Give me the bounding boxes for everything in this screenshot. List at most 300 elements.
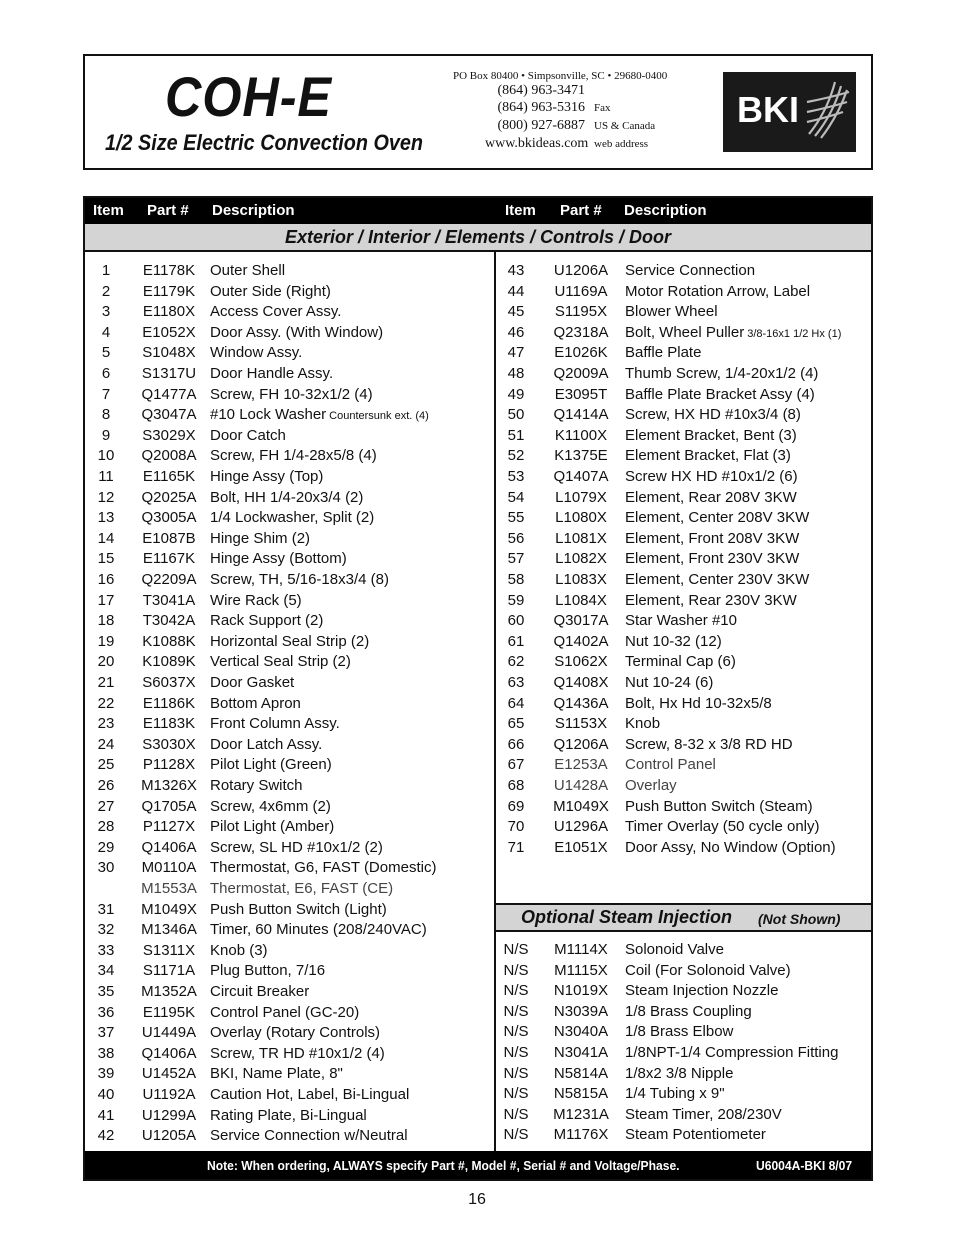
description-text: Nut 10-32 (12) bbox=[625, 632, 722, 650]
description-text: Thumb Screw, 1/4-20x1/2 (4) bbox=[625, 365, 819, 382]
item-number: 47 bbox=[507, 344, 525, 362]
item-number: 1 bbox=[101, 262, 111, 279]
table-row bbox=[91, 632, 471, 652]
table-row bbox=[502, 981, 882, 1001]
description-text: Hinge Shim (2) bbox=[210, 529, 311, 547]
item-number: 59 bbox=[507, 591, 525, 609]
item-number: 54 bbox=[507, 488, 525, 506]
part-description bbox=[210, 323, 383, 343]
part-number: E1183K bbox=[142, 715, 196, 733]
part-description bbox=[625, 426, 797, 446]
item-number: 49 bbox=[507, 385, 525, 403]
item-number: 20 bbox=[97, 653, 115, 671]
part-description bbox=[210, 632, 369, 652]
item-number: 69 bbox=[507, 797, 525, 815]
item-number: N/S bbox=[503, 941, 529, 958]
part-number: N5815A bbox=[553, 1085, 609, 1103]
part-number: E1178K bbox=[142, 262, 196, 279]
item-number: 46 bbox=[507, 323, 525, 341]
description-text: Element, Center 208V 3KW bbox=[625, 509, 810, 527]
table-row bbox=[502, 529, 882, 549]
item-number: 61 bbox=[507, 632, 525, 650]
table-row bbox=[91, 838, 471, 858]
contact-line bbox=[453, 135, 713, 153]
model-subtitle: 1/2 Size Electric Convection Oven bbox=[105, 130, 424, 155]
description-text: Access Cover Assy. bbox=[210, 303, 342, 321]
part-description bbox=[210, 343, 302, 363]
item-number: N/S bbox=[503, 961, 529, 979]
part-description bbox=[625, 755, 716, 775]
optional-section-header bbox=[496, 903, 871, 932]
part-description bbox=[625, 488, 797, 508]
table-row bbox=[91, 797, 471, 817]
part-description bbox=[210, 982, 309, 1002]
description-text: Bottom Apron bbox=[210, 694, 301, 712]
item-number: 18 bbox=[97, 612, 115, 630]
table-header bbox=[85, 198, 871, 224]
table-row bbox=[502, 488, 882, 508]
part-number: K1375E bbox=[554, 447, 608, 465]
item-number: N/S bbox=[503, 1105, 529, 1123]
part-description bbox=[210, 261, 285, 281]
part-number: U1206A bbox=[553, 262, 609, 279]
description-text: Push Button Switch (Light) bbox=[210, 900, 387, 918]
table-row bbox=[502, 755, 882, 775]
part-number: Q1402A bbox=[553, 632, 609, 650]
col-description: Description bbox=[212, 202, 295, 219]
part-number: S1153X bbox=[554, 715, 608, 733]
part-number: M1049X bbox=[553, 797, 609, 815]
table-row bbox=[91, 467, 471, 487]
item-number: 45 bbox=[507, 303, 525, 321]
part-number: Q3005A bbox=[141, 509, 197, 527]
item-number: 6 bbox=[101, 365, 111, 382]
item-number: 31 bbox=[97, 900, 115, 918]
part-description bbox=[625, 694, 772, 714]
item-number: 10 bbox=[97, 447, 115, 465]
part-description bbox=[625, 797, 813, 817]
item-number: 22 bbox=[97, 694, 115, 712]
part-description bbox=[210, 1023, 380, 1043]
part-number: M1346A bbox=[141, 921, 197, 939]
table-row bbox=[91, 982, 471, 1002]
description-text: Hinge Assy (Bottom) bbox=[210, 550, 347, 568]
part-description bbox=[625, 1002, 752, 1022]
part-description bbox=[210, 1044, 385, 1064]
table-row bbox=[91, 714, 471, 734]
part-description bbox=[210, 652, 351, 672]
description-text: Overlay (Rotary Controls) bbox=[210, 1024, 381, 1042]
table-row bbox=[502, 426, 882, 446]
part-description bbox=[210, 611, 323, 631]
description-text: Motor Rotation Arrow, Label bbox=[625, 282, 811, 300]
part-description bbox=[625, 673, 713, 693]
contact-line bbox=[453, 99, 713, 117]
part-description bbox=[625, 776, 677, 796]
part-description bbox=[210, 755, 332, 775]
table-row bbox=[502, 1022, 882, 1042]
part-description bbox=[210, 673, 294, 693]
part-description bbox=[210, 797, 331, 817]
section-title: Exterior / Interior / Elements / Controls / Door bbox=[85, 224, 871, 252]
part-number: T3041A bbox=[142, 591, 196, 609]
part-number: N3039A bbox=[553, 1002, 609, 1020]
part-number: K1089K bbox=[142, 653, 196, 671]
part-description bbox=[210, 446, 377, 466]
part-number: Q1407A bbox=[553, 468, 609, 485]
description-text: Screw, TR HD #10x1/2 (4) bbox=[210, 1044, 385, 1062]
item-number: 71 bbox=[507, 838, 525, 856]
part-number: E1195K bbox=[142, 1003, 196, 1021]
table-row bbox=[91, 941, 471, 961]
part-number: K1100X bbox=[554, 426, 608, 444]
part-description bbox=[625, 467, 798, 487]
table-row bbox=[91, 611, 471, 631]
item-number: 2 bbox=[101, 282, 111, 300]
item-number: 3 bbox=[101, 303, 111, 321]
part-number: Q2009A bbox=[553, 365, 609, 382]
description-text: Door Catch bbox=[210, 426, 286, 444]
fax-note: Fax bbox=[594, 102, 611, 114]
part-number: M1231A bbox=[553, 1105, 609, 1123]
item-number: 13 bbox=[97, 509, 115, 527]
col-part: Part # bbox=[560, 202, 602, 219]
description-text: Hinge Assy (Top) bbox=[210, 468, 324, 485]
part-number: S1317U bbox=[141, 365, 197, 382]
item-number: 44 bbox=[507, 282, 525, 300]
part-number: L1082X bbox=[555, 550, 607, 568]
part-description bbox=[625, 1022, 733, 1042]
part-description bbox=[210, 508, 374, 528]
table-row bbox=[91, 591, 471, 611]
item-number: 50 bbox=[507, 406, 525, 424]
part-number: E1087B bbox=[142, 529, 196, 547]
col-item: Item bbox=[505, 202, 536, 219]
item-number: 35 bbox=[97, 983, 115, 1000]
description-note: 3/8-16x1 1/2 Hx (1) bbox=[747, 327, 842, 340]
footer-note: Note: When ordering, ALWAYS specify Part #, Model #, Serial # and Voltage/Phase. bbox=[207, 1158, 680, 1173]
item-number: 34 bbox=[97, 962, 115, 980]
description-text: Plug Button, 7/16 bbox=[210, 962, 326, 980]
part-description bbox=[210, 714, 340, 734]
item-number: 29 bbox=[97, 838, 115, 856]
item-number: 12 bbox=[97, 488, 115, 506]
contact-info bbox=[453, 70, 713, 153]
description-text: Screw, TH, 5/16-18x3/4 (8) bbox=[210, 571, 389, 588]
part-number: L1083X bbox=[555, 571, 607, 588]
part-number: M1114X bbox=[554, 941, 608, 958]
part-description bbox=[210, 570, 389, 590]
item-number: 32 bbox=[97, 921, 115, 939]
description-text: Element, Center 230V 3KW bbox=[625, 571, 810, 588]
description-text: Solonoid Valve bbox=[625, 941, 724, 958]
part-number: E1026K bbox=[554, 344, 608, 362]
item-number: 4 bbox=[101, 323, 111, 341]
description-text: Steam Potentiometer bbox=[625, 1126, 766, 1144]
part-number: M1352A bbox=[141, 983, 197, 1000]
table-row bbox=[502, 611, 882, 631]
description-text: Service Connection w/Neutral bbox=[210, 1127, 408, 1145]
table-row bbox=[91, 735, 471, 755]
tollfree-value: (800) 927-6887 bbox=[497, 118, 585, 133]
description-text: 1/4 Tubing x 9" bbox=[625, 1085, 725, 1103]
table-row bbox=[502, 838, 882, 858]
description-text: 1/8 Brass Coupling bbox=[625, 1002, 752, 1020]
table-row bbox=[91, 364, 471, 384]
table-row bbox=[91, 405, 471, 425]
table-row bbox=[91, 673, 471, 693]
item-number: 64 bbox=[507, 694, 525, 712]
part-number: N3041A bbox=[553, 1044, 609, 1061]
description-text: Screw, 4x6mm (2) bbox=[210, 797, 331, 815]
description-text: Screw, SL HD #10x1/2 (2) bbox=[210, 838, 383, 856]
item-number: 65 bbox=[507, 715, 525, 733]
part-number: E1186K bbox=[142, 694, 196, 712]
description-text: Front Column Assy. bbox=[210, 715, 340, 733]
table-row bbox=[502, 343, 882, 363]
part-number: E1052X bbox=[142, 323, 196, 341]
item-number: 66 bbox=[507, 735, 525, 753]
description-text: Steam Injection Nozzle bbox=[625, 982, 779, 1000]
part-description bbox=[210, 838, 383, 858]
table-row bbox=[502, 694, 882, 714]
part-description bbox=[210, 961, 325, 981]
logo-swoosh-icon bbox=[807, 82, 849, 138]
description-text: Window Assy. bbox=[210, 344, 303, 362]
item-number: 57 bbox=[507, 550, 525, 568]
table-row bbox=[91, 385, 471, 405]
description-text: Timer Overlay (50 cycle only) bbox=[625, 818, 820, 836]
part-number: S1048X bbox=[142, 344, 196, 362]
bki-logo bbox=[723, 72, 856, 152]
part-number: K1088K bbox=[142, 632, 196, 650]
item-number: 67 bbox=[507, 756, 525, 774]
part-number: S6037X bbox=[142, 674, 196, 691]
item-number: 8 bbox=[101, 406, 111, 424]
page-number: 16 bbox=[468, 1191, 486, 1208]
part-description bbox=[625, 838, 836, 858]
part-description bbox=[625, 652, 736, 672]
table-row bbox=[502, 632, 882, 652]
table-row bbox=[502, 549, 882, 569]
part-description bbox=[625, 1105, 782, 1125]
description-text: 1/4 Lockwasher, Split (2) bbox=[210, 509, 375, 527]
part-number: L1079X bbox=[555, 488, 607, 506]
part-number: U1205A bbox=[141, 1127, 197, 1145]
col-description: Description bbox=[624, 202, 707, 219]
part-description bbox=[625, 940, 724, 960]
item-number: 33 bbox=[97, 941, 115, 959]
part-number: U1296A bbox=[553, 818, 609, 836]
table-row bbox=[91, 652, 471, 672]
part-description bbox=[625, 261, 755, 281]
part-description bbox=[210, 385, 373, 405]
web-value: www.bkideas.com bbox=[485, 136, 589, 151]
item-number: 62 bbox=[507, 653, 525, 671]
part-number: Q2025A bbox=[141, 488, 197, 506]
table-row bbox=[502, 1084, 882, 1104]
description-text: Control Panel bbox=[625, 756, 716, 774]
description-text: Timer, 60 Minutes (208/240VAC) bbox=[210, 921, 427, 939]
description-text: Door Latch Assy. bbox=[210, 735, 323, 753]
description-text: Wire Rack (5) bbox=[210, 591, 302, 609]
part-number: Q1705A bbox=[141, 797, 197, 815]
part-description bbox=[625, 385, 815, 405]
phone-value: (864) 963-3471 bbox=[497, 83, 585, 98]
table-row bbox=[502, 797, 882, 817]
description-text: Thermostat, G6, FAST (Domestic) bbox=[210, 859, 437, 877]
part-number: Q1408X bbox=[553, 674, 609, 691]
item-number: 7 bbox=[101, 385, 111, 403]
description-text: Steam Timer, 208/230V bbox=[625, 1105, 782, 1123]
part-number: M1553A bbox=[141, 880, 197, 897]
part-number: L1080X bbox=[555, 509, 607, 527]
table-row bbox=[91, 261, 471, 281]
item-number: 26 bbox=[97, 777, 115, 794]
optional-subtitle: (Not Shown) bbox=[758, 911, 841, 927]
description-text: Horizontal Seal Strip (2) bbox=[210, 632, 370, 650]
part-number: S3029X bbox=[142, 426, 196, 444]
part-number: L1084X bbox=[555, 591, 607, 609]
part-description bbox=[625, 302, 718, 322]
part-description bbox=[210, 488, 363, 508]
description-text: Vertical Seal Strip (2) bbox=[210, 653, 351, 671]
part-description bbox=[210, 1106, 367, 1126]
table-row bbox=[502, 467, 882, 487]
description-text: Baffle Plate Bracket Assy (4) bbox=[625, 385, 815, 403]
part-number: Q3017A bbox=[553, 612, 609, 630]
part-description bbox=[210, 467, 323, 487]
part-number: Q3047A bbox=[141, 406, 197, 424]
description-text: Element, Rear 230V 3KW bbox=[625, 591, 797, 609]
item-number: N/S bbox=[503, 1002, 529, 1020]
part-description bbox=[210, 549, 347, 569]
header-box bbox=[83, 54, 873, 170]
part-number: S1062X bbox=[554, 653, 608, 671]
part-number: P1127X bbox=[142, 818, 196, 836]
part-description bbox=[210, 1085, 409, 1105]
description-text: Element Bracket, Flat (3) bbox=[625, 447, 791, 465]
part-description bbox=[210, 426, 286, 446]
part-number: S1311X bbox=[142, 941, 196, 959]
footer-code: U6004A-BKI 8/07 bbox=[756, 1158, 853, 1173]
table-row bbox=[502, 1043, 882, 1063]
description-text: Knob bbox=[625, 715, 661, 733]
item-number: 51 bbox=[507, 426, 525, 444]
part-number: Q1206A bbox=[553, 735, 609, 753]
part-number: U1299A bbox=[141, 1106, 197, 1124]
description-text: Screw, FH 10-32x1/2 (4) bbox=[210, 385, 373, 403]
part-number: U1192A bbox=[142, 1086, 196, 1103]
table-row bbox=[502, 1105, 882, 1125]
item-number: 16 bbox=[97, 571, 115, 588]
table-row bbox=[502, 940, 882, 960]
part-description bbox=[625, 817, 820, 837]
part-description bbox=[210, 941, 268, 961]
item-number: 40 bbox=[97, 1086, 115, 1103]
part-description bbox=[625, 508, 809, 528]
table-row bbox=[502, 673, 882, 693]
part-number: Q1414A bbox=[553, 406, 609, 424]
table-row bbox=[502, 508, 882, 528]
table-row bbox=[91, 302, 471, 322]
part-description bbox=[625, 570, 809, 590]
table-row bbox=[502, 714, 882, 734]
table-row bbox=[502, 570, 882, 590]
item-number: 41 bbox=[97, 1106, 115, 1124]
item-number: 15 bbox=[97, 550, 115, 568]
part-description bbox=[210, 405, 429, 426]
part-number: N1019X bbox=[553, 982, 609, 1000]
item-number: 11 bbox=[98, 468, 114, 485]
part-number: E1165K bbox=[142, 468, 196, 485]
part-number: T3042A bbox=[142, 612, 196, 630]
part-description bbox=[625, 364, 818, 384]
table-row bbox=[91, 1044, 471, 1064]
part-description bbox=[625, 1084, 725, 1104]
table-row bbox=[502, 405, 882, 425]
part-number: S1195X bbox=[554, 303, 608, 321]
description-text: Control Panel (GC-20) bbox=[210, 1003, 360, 1021]
description-text: Baffle Plate bbox=[625, 344, 702, 362]
item-number: 17 bbox=[97, 591, 115, 609]
description-text: Element, Front 230V 3KW bbox=[625, 550, 800, 568]
item-number: 14 bbox=[97, 529, 115, 547]
description-text: Screw, HX HD #10x3/4 (8) bbox=[625, 406, 801, 424]
table-row bbox=[91, 755, 471, 775]
col-part: Part # bbox=[147, 202, 189, 219]
item-number: N/S bbox=[503, 982, 529, 1000]
item-number: 48 bbox=[507, 365, 525, 382]
part-description bbox=[625, 282, 810, 302]
description-text: #10 Lock Washer bbox=[210, 406, 327, 424]
table-row bbox=[91, 446, 471, 466]
item-number: 21 bbox=[97, 674, 115, 691]
part-description bbox=[210, 817, 334, 837]
table-row bbox=[502, 591, 882, 611]
item-number: N/S bbox=[503, 1064, 529, 1082]
table-row bbox=[91, 343, 471, 363]
part-description bbox=[625, 611, 737, 631]
item-number: 55 bbox=[507, 509, 525, 527]
table-row bbox=[502, 261, 882, 281]
item-number: N/S bbox=[503, 1044, 529, 1061]
fax-value: (864) 963-5316 bbox=[497, 100, 585, 115]
description-text: BKI, Name Plate, 8" bbox=[210, 1065, 343, 1083]
item-number: N/S bbox=[503, 1023, 529, 1041]
table-row bbox=[502, 776, 882, 796]
part-number: Q2209A bbox=[141, 571, 197, 588]
description-text: 1/8NPT-1/4 Compression Fitting bbox=[625, 1044, 839, 1061]
part-description bbox=[625, 405, 801, 425]
description-text: Caution Hot, Label, Bi-Lingual bbox=[210, 1086, 410, 1103]
web-note: web address bbox=[594, 138, 649, 150]
description-text: Screw HX HD #10x1/2 (6) bbox=[625, 468, 798, 485]
item-number: 43 bbox=[507, 262, 525, 279]
contact-line bbox=[453, 117, 713, 135]
part-number: E1179K bbox=[142, 282, 196, 300]
item-number: 70 bbox=[507, 818, 525, 836]
description-text: Element, Front 208V 3KW bbox=[625, 529, 800, 547]
description-text: Nut 10-24 (6) bbox=[625, 674, 714, 691]
part-number: M1326X bbox=[141, 777, 197, 794]
part-number: Q1477A bbox=[141, 385, 197, 403]
part-number: N5814A bbox=[553, 1064, 609, 1082]
table-footer bbox=[85, 1151, 871, 1179]
description-text: Terminal Cap (6) bbox=[625, 653, 736, 671]
part-description bbox=[625, 343, 701, 363]
table-row bbox=[91, 817, 471, 837]
